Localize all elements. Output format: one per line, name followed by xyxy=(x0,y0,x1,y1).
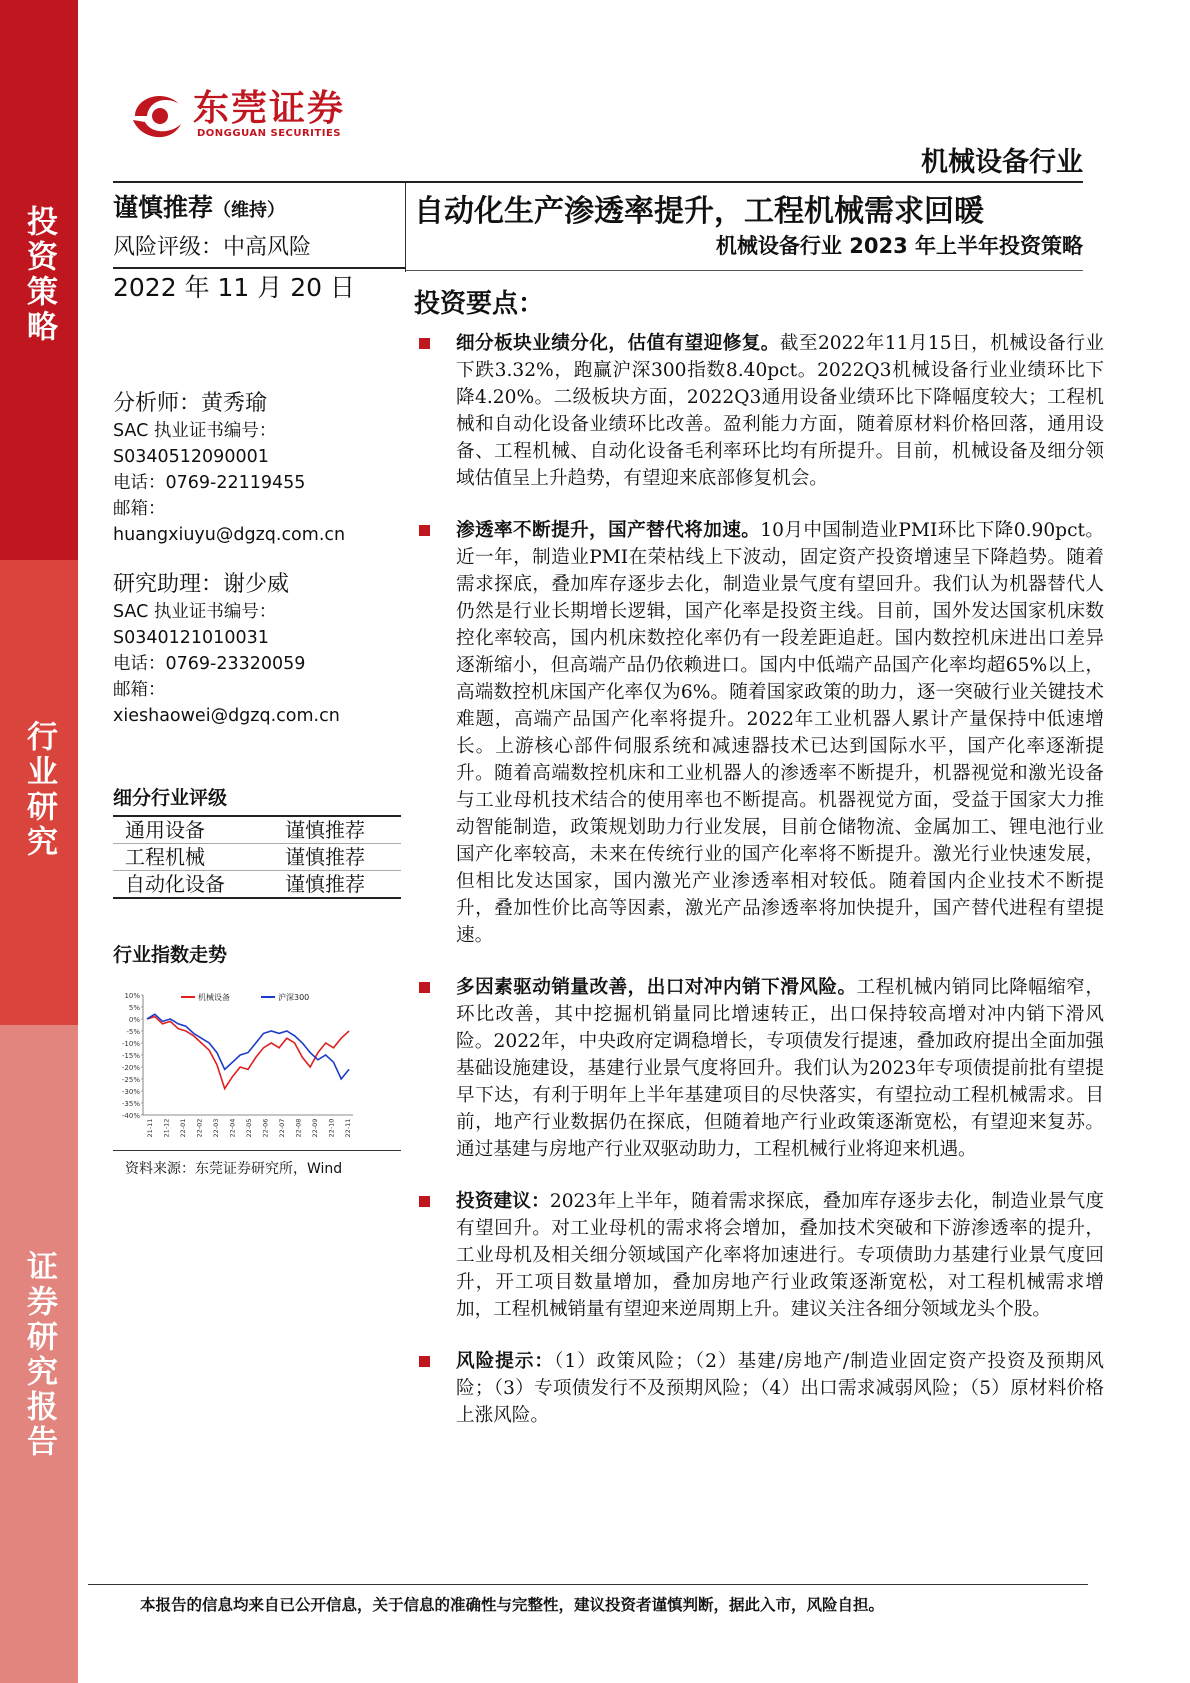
chart-legend-label: 沪深300 xyxy=(278,993,310,1002)
assistant-name: 研究助理：谢少威 xyxy=(113,572,290,597)
chart-x-tick-label: 22-11 xyxy=(344,1118,352,1138)
footer-divider xyxy=(88,1584,1088,1585)
table-row xyxy=(113,817,401,844)
logo-mark-icon xyxy=(127,86,185,144)
logo-text-cn: 东莞证券 xyxy=(193,87,346,129)
analyst-sac-label: SAC 执业证书编号： xyxy=(113,421,277,441)
bullet-square-icon xyxy=(419,338,430,349)
segment-rating-table xyxy=(113,815,401,899)
chart-y-tick-label: -10% xyxy=(121,1040,140,1048)
chart-x-tick-label: 22-07 xyxy=(278,1118,286,1138)
chart-y-tick-label: -40% xyxy=(121,1112,140,1120)
title-divider xyxy=(406,270,1083,271)
sidebar xyxy=(0,0,78,1683)
industry-name: 机械设备行业 xyxy=(921,147,1083,178)
key-points-list xyxy=(414,330,1104,1429)
index-chart-svg xyxy=(113,985,401,1145)
segment-rating: 谨慎推荐 xyxy=(285,845,365,869)
header-divider xyxy=(113,181,1083,183)
sidebar-label-report: 证券研究报告 xyxy=(21,1250,57,1460)
bullet-square-icon xyxy=(419,525,430,536)
chart-y-tick-label: 5% xyxy=(128,1004,140,1012)
bullet-square-icon xyxy=(419,1196,430,1207)
segment-name: 工程机械 xyxy=(125,845,205,869)
table-row xyxy=(113,844,401,871)
key-point-body: 截至2022年11月15日，机械设备行业下跌3.32%，跑赢沪深300指数8.40pct。2022Q3机械设备行业业绩环比下降4.20%。二级板块方面，2022Q3通用设备业绩环比下降幅度较大；工程机械和自动化设备业绩环比改善。盈利能力方面，随着原材料价格回落，通用设备、工程机械、自动化设备毛利率环比均有所提升。目前，机械设备及细分领域估值呈上升趋势，有望迎来底部修复机会。 xyxy=(456,333,1104,489)
chart-y-tick-label: 0% xyxy=(128,1016,140,1024)
logo-text-en: DONGGUAN SECURITIES xyxy=(197,128,341,139)
sidebar-segment-report xyxy=(0,1025,78,1683)
chart-y-tick-label: 10% xyxy=(124,992,140,1000)
chart-source-divider xyxy=(113,1150,401,1151)
segment-rating: 谨慎推荐 xyxy=(285,818,365,842)
chart-x-tick-label: 22-10 xyxy=(327,1118,336,1138)
chart-x-tick-label: 22-06 xyxy=(261,1118,270,1138)
segment-rating: 谨慎推荐 xyxy=(285,872,365,896)
segment-name: 自动化设备 xyxy=(125,872,225,896)
chart-x-tick-label: 21-11 xyxy=(146,1118,154,1138)
chart-x-tick-label: 22-04 xyxy=(228,1118,237,1138)
investment-rating xyxy=(113,188,285,224)
sidebar-segment-industry xyxy=(0,560,78,1025)
key-point-body: 10月中国制造业PMI环比下降0.90pct。近一年，制造业PMI在荣枯线上下波动，固定资产投资增速呈下降趋势。随着需求探底，叠加库存逐步去化，制造业景气度有望回升。我们认为机器替代人仍然是行业长期增长逻辑，国产化率是投资主线。目前，国外发达国家机床数控化率较高，国内机床数控化率仍有一段差距追赶。国内数控机床进出口差异逐渐缩小，但高端产品仍依赖进口。国内中低端产品国产化率均超65%以上，高端数控机床国产化率仅为6%。随着国家政策的助力，逐一突破行业关键技术难题，高端产品国产化率将提升。2022年工业机器人累计产量保持中低速增长。上游核心部件伺服系统和减速器技术已达到国际水平，国产化率逐渐提升。随着高端数控机床和工业机器人的渗透率不断提升，机器视觉和激光设备与工业母机技术结合的使用率也不断提高。机器视觉方面，受益于国家大力推动智能制造，政策规划助力行业发展，目前仓储物流、金属加工、锂电池行业国产化率较高，未来在传统行业的国产化率将不断提升。激光行业快速发展，但相比发达国家，国内激光产业渗透率相对较低。随着国内企业技术不断提升，叠加性价比高等因素，激光产品渗透率将加快提升，国产替代进程有望提速。 xyxy=(456,520,1104,946)
key-point xyxy=(414,1348,1104,1429)
bullet-square-icon xyxy=(419,982,430,993)
assistant-email[interactable]: xieshaowei@dgzq.com.cn xyxy=(113,706,340,726)
segment-name: 通用设备 xyxy=(125,818,205,842)
chart-y-tick-label: -25% xyxy=(121,1076,140,1084)
chart-y-tick-label: -35% xyxy=(121,1100,140,1108)
analyst-email-label: 邮箱： xyxy=(113,499,166,519)
key-point-body: 2023年上半年，随着需求探底，叠加库存逐步去化，制造业景气度有望回升。对工业母机的需求将会增加，叠加技术突破和下游渗透率的提升，工业母机及相关细分领域国产化率将加速进行。专项债助力基建行业景气度回升，开工项目数量增加，叠加房地产行业政策逐渐宽松，对工程机械需求增加，工程机械销量有望迎来逆周期上升。建议关注各细分领域龙头个股。 xyxy=(456,1191,1104,1320)
key-point-body: 工程机械内销同比降幅缩窄，环比改善，其中挖掘机销量同比增速转正，出口保持较高增对冲内销下滑风险。2022年，中央政府定调稳增长，专项债发行提速，叠加政府提出全面加强基础设施建设，基建行业景气度将回升。我们认为2023年专项债提前批有望提早下达，有利于明年上半年基建项目的尽快落实，有望拉动工程机械需求。目前，地产行业数据仍在探底，但随着地产行业政策逐渐宽松，有望迎来复苏。通过基建与房地产行业双驱动助力，工程机械行业将迎来机遇。 xyxy=(456,977,1104,1160)
index-chart xyxy=(113,985,401,1145)
disclaimer: 本报告的信息均来自已公开信息，关于信息的准确性与完整性，建议投资者谨慎判断，据此入市，风险自担。 xyxy=(140,1596,885,1614)
analyst-phone: 电话：0769-22119455 xyxy=(113,473,306,493)
key-point-body: （1）政策风险；（2）基建/房地产/制造业固定资产投资及预期风险；（3）专项债发行不及预期风险；（4）出口需求减弱风险；（5）原材料价格上涨风险。 xyxy=(456,1351,1104,1426)
rating-value: 谨慎推荐 xyxy=(113,193,214,222)
assistant-email-label: 邮箱： xyxy=(113,680,166,700)
key-point xyxy=(414,1188,1104,1323)
rating-note: （维持） xyxy=(213,200,286,221)
chart-x-tick-label: 22-09 xyxy=(311,1118,319,1138)
chart-x-tick-label: 22-03 xyxy=(212,1118,220,1138)
assistant-phone: 电话：0769-23320059 xyxy=(113,654,306,674)
chart-legend-label: 机械设备 xyxy=(198,993,230,1002)
chart-x-tick-label: 21-12 xyxy=(162,1118,171,1138)
analyst-sac: S0340512090001 xyxy=(113,447,269,467)
company-logo xyxy=(127,86,377,144)
chart-y-tick-label: -5% xyxy=(126,1028,140,1036)
risk-level: 风险评级：中高风险 xyxy=(113,235,312,260)
assistant-block xyxy=(113,571,403,729)
chart-x-tick-label: 22-05 xyxy=(245,1118,253,1138)
key-point-head: 细分板块业绩分化，估值有望迎修复。 xyxy=(456,333,780,354)
chart-source: 资料来源：东莞证券研究所，Wind xyxy=(125,1161,343,1177)
key-point xyxy=(414,974,1104,1163)
index-chart-title: 行业指数走势 xyxy=(113,944,228,966)
key-point-head: 渗透率不断提升，国产替代将加速。 xyxy=(456,520,761,541)
sidebar-label-industry: 行业研究 xyxy=(21,720,57,860)
table-row xyxy=(113,871,401,897)
sidebar-segment-strategy xyxy=(0,0,78,560)
report-subtitle: 机械设备行业 2023 年上半年投资策略 xyxy=(715,234,1083,258)
analyst-block xyxy=(113,390,403,548)
sidebar-label-strategy: 投资策略 xyxy=(21,205,57,345)
key-point xyxy=(414,330,1104,492)
assistant-sac-label: SAC 执业证书编号： xyxy=(113,602,277,622)
chart-x-tick-label: 22-08 xyxy=(294,1118,303,1138)
key-point-head: 风险提示： xyxy=(456,1351,555,1372)
segment-rating-title: 细分行业评级 xyxy=(113,787,228,809)
key-point-head: 投资建议： xyxy=(456,1191,550,1212)
header-vertical-divider xyxy=(405,183,406,272)
bullet-square-icon xyxy=(419,1356,430,1367)
assistant-sac: S0340121010031 xyxy=(113,628,269,648)
chart-x-tick-label: 22-02 xyxy=(195,1118,204,1138)
key-point-head: 多因素驱动销量改善，出口对冲内销下滑风险。 xyxy=(456,977,857,998)
report-date: 2022 年 11 月 20 日 xyxy=(113,273,355,302)
key-point xyxy=(414,517,1104,949)
report-title: 自动化生产渗透率提升，工程机械需求回暖 xyxy=(414,194,984,229)
chart-y-tick-label: -15% xyxy=(121,1052,140,1060)
analyst-email[interactable]: huangxiuyu@dgzq.com.cn xyxy=(113,525,346,545)
chart-x-tick-label: 22-01 xyxy=(179,1118,187,1138)
chart-y-tick-label: -30% xyxy=(121,1088,140,1096)
key-points-heading: 投资要点： xyxy=(414,289,545,319)
chart-y-tick-label: -20% xyxy=(121,1064,140,1072)
analyst-name: 分析师：黄秀瑜 xyxy=(113,391,268,416)
